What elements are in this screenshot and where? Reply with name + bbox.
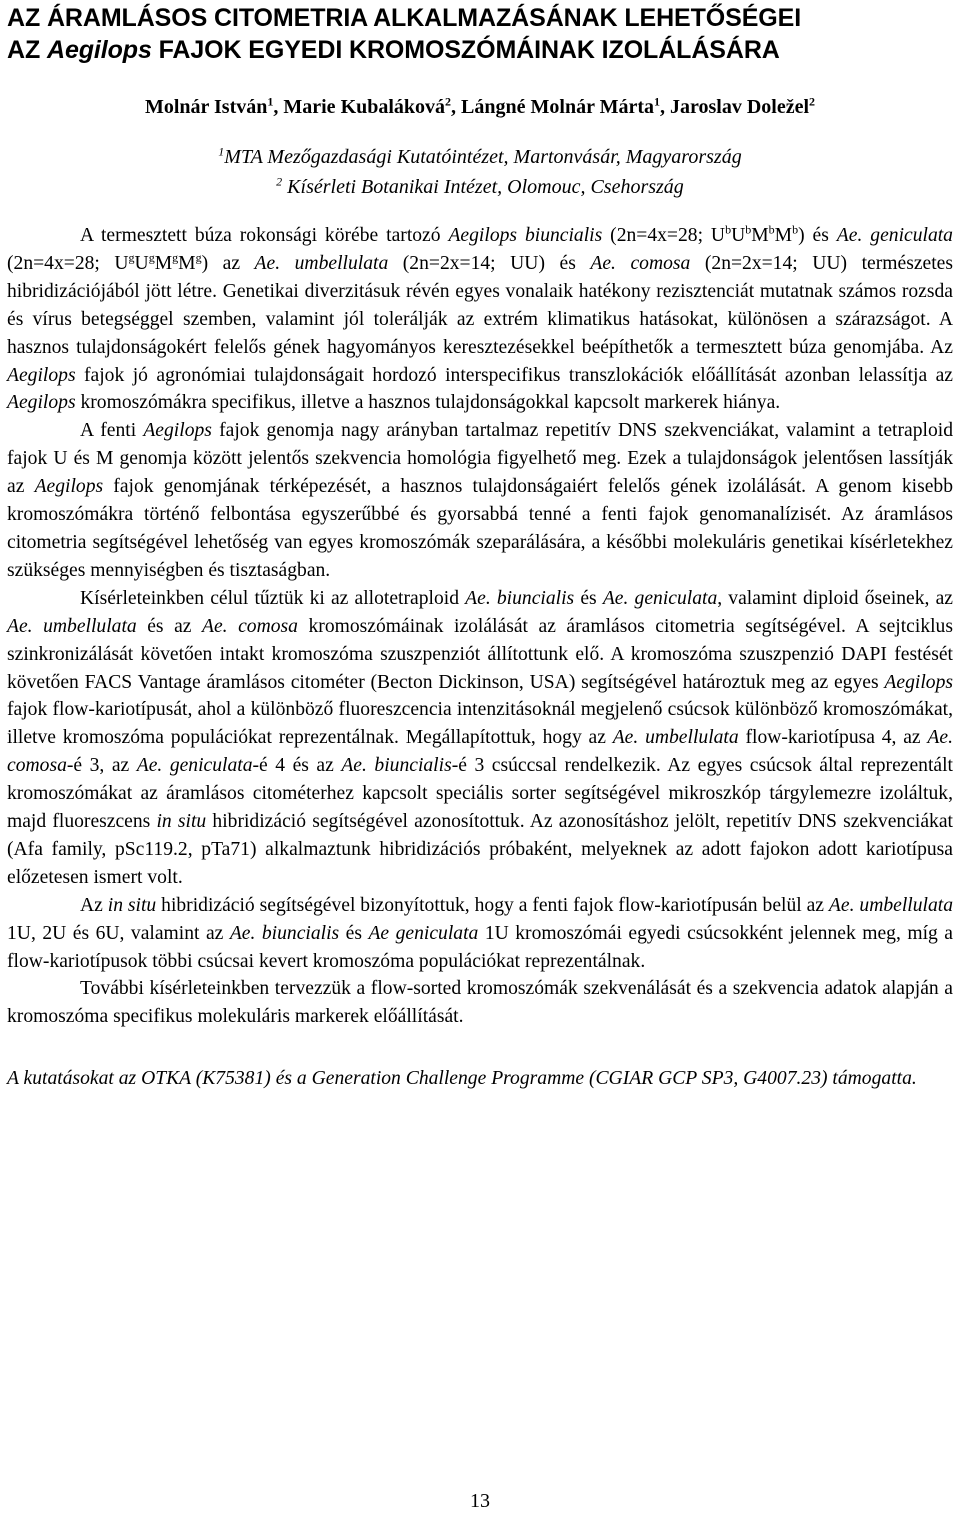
author-3-sup: 1 (654, 94, 660, 109)
title-line-2-post: FAJOK EGYEDI KROMOSZÓMÁINAK IZOLÁLÁSÁRA (151, 36, 780, 64)
text-run: -é 4 és az (252, 755, 342, 777)
paragraph-3 (7, 585, 953, 892)
text-run: és az (136, 615, 203, 637)
text-run: fajok flow-kariotípusát, ahol a különböző fluoreszcencia intenzitásoknál megjelenő csúcsok különböző kromoszómákat, illetve kromoszóma populációkat reprezentálnak. Megállapítottuk, hogy az (7, 699, 953, 749)
italic-run: Ae. biuncialis (465, 587, 575, 609)
author-4-sup: 2 (809, 94, 816, 109)
text-run: hibridizáció segítségével azonosítottuk. Az azonosításhoz jelölt, repetitív DNS szekvenciákat (Afa family, pSc119.2, pTa71) alkalmaztunk hibridizációs próbaként, melyeknek az adott fajokon adott kariotípusa előzetesen ismert volt. (7, 811, 953, 888)
italic-run: Ae. comosa (7, 727, 953, 777)
affiliation-1-text: MTA Mezőgazdasági Kutatóintézet, Martonvásár, Magyarország (224, 146, 742, 168)
italic-run: Aegilops (143, 420, 212, 442)
italic-run: Aegilops (34, 476, 104, 498)
text-run: Az (80, 894, 108, 916)
text-run: és (339, 922, 369, 944)
paragraph-5 (7, 975, 953, 1031)
italic-run: Ae geniculata (368, 922, 479, 944)
italic-run: Aegilops biuncialis (448, 225, 603, 246)
text-run: hibridizáció segítségével bizonyítottuk, hogy a fenti fajok flow-kariotípusán belül az (156, 894, 829, 916)
author-2-sup: 2 (445, 94, 452, 109)
italic-run: Ae. geniculata (836, 225, 953, 246)
paper-page (7, 0, 953, 1093)
text-run: ) és (798, 225, 837, 246)
text-run: (2n=2x=14; UU) természetes hibridizációjából jött létre. Genetikai diverzitásuk révén egyes vonalaik hatékony rezisztenciát mutatnak számos rozsda és vírus betegséggel szemben, valamint jól tolerálják az extrém klimatikus hatásokat, különösen a szárazságot. A hasznos tulajdonságokért felelős gének hagyományos keresztezésekkel beépíthetők a termesztett búza genomjába. Az (7, 252, 953, 358)
page-number: 13 (470, 1490, 490, 1512)
author-4: , Jaroslav Doležel (660, 96, 810, 118)
text-run: U (731, 225, 746, 246)
superscript-run: g (128, 250, 135, 265)
italic-run: Ae. comosa (202, 615, 298, 637)
italic-run: Ae. geniculata (136, 755, 253, 777)
text-run: További kísérleteinkben tervezzük a flow-sorted kromoszómák szekvenálását és a szekvencia adatok alapján a kromoszóma specifikus molekuláris markerek előállítását. (7, 978, 953, 1028)
text-run: fajok genomjának térképezését, a hasznos tulajdonságaiért felelős gének izolálását. A genom kisebb kromoszómákra történő felbontása egyszerűbbé és gyorsabbá tenné a fenti fajok genomanalízisét. Az áramlásos citometria segítségével lehetőség van egyes kromoszómák szeparálására, a későbbi molekuláris genetikai kísérletekhez szükséges mennyiségben és tisztaságban. (7, 476, 953, 581)
title-line-2 (7, 34, 953, 66)
text-run: (2n=4x=28; U (602, 225, 726, 246)
text-run: (2n=2x=14; UU) és (388, 252, 591, 274)
text-run: kromoszómákra specifikus, illetve a hasznos tulajdonságokkal kapcsolt markerek hiánya. (75, 392, 781, 414)
italic-run: Ae. geniculata (602, 587, 718, 609)
superscript-run: b (792, 222, 799, 237)
text-run: -é 3 csúccsal rendelkezik. Az egyes csúcsok által reprezentált kromoszómákat az áramlásos citométerhez kapcsolt speciális sorter segítségével mikroszkóp tárgylemezre izoláltuk, majd fluoreszcens (7, 755, 953, 833)
paragraph-1 (7, 222, 953, 417)
affiliation-1-sup: 1 (218, 144, 225, 159)
italic-run: Ae. umbellulata (612, 727, 739, 749)
text-run: , valamint diploid őseinek, az (717, 587, 954, 609)
text-run: M (154, 252, 173, 274)
italic-run: Ae. umbellulata (7, 615, 137, 637)
text-run: M (178, 252, 196, 274)
author-1-sup: 1 (267, 94, 274, 109)
superscript-run: b (745, 222, 752, 237)
italic-run: Aegilops (7, 392, 76, 414)
paragraph-4 (7, 892, 953, 976)
affiliation-2-text: Kísérleti Botanikai Intézet, Olomouc, Csehország (287, 176, 684, 198)
author-1: Molnár István (144, 96, 268, 118)
text-run: U (134, 252, 149, 274)
text-run: flow-kariotípusa 4, az (738, 727, 928, 749)
italic-run: Aegilops (884, 671, 953, 693)
acknowledgement: A kutatásokat az OTKA (K75381) és a Generation Challenge Programme (CGIAR GCP SP3, G4007.23) támogatta. (7, 1068, 917, 1090)
italic-run: in situ (156, 811, 207, 833)
italic-run: Ae. comosa (590, 252, 691, 274)
abstract-body (7, 222, 953, 1031)
superscript-run: g (148, 250, 155, 265)
author-2: , Marie Kubaláková (273, 96, 446, 118)
text-run: A termesztett búza rokonsági körébe tartozó (80, 225, 449, 246)
italic-run: Ae. biuncialis (341, 755, 452, 777)
text-run: és (574, 587, 603, 609)
text-run: fajok jó agronómiai tulajdonságait hordozó interspecifikus transzlokációk előállítását azonban lelassítja az (75, 364, 953, 386)
title-line-2-italic: Aegilops (46, 36, 152, 64)
title-line-2-pre: AZ (7, 36, 47, 64)
paragraph-2 (7, 417, 953, 584)
author-list (7, 94, 953, 120)
superscript-run: b (725, 222, 732, 237)
text-run: 1U kromoszómái egyedi csúcsokként jelennek meg, míg a flow-kariotípusok többi csúcsai kevert kromoszóma populációkat reprezentálnak. (7, 922, 954, 972)
affiliation-2 (7, 172, 953, 202)
text-run: kromoszómáinak izolálását az áramlásos citometria segítségével. A sejtciklus szinkronizálását követően intakt kromoszóma szuszpenziót állítottunk elő. A kromoszóma szuszpenzió DAPI festését követően FACS Vantage áramlásos citométer (Becton Dickinson, USA) segítségével határoztuk meg az egyes (7, 615, 953, 693)
text-run: M (774, 225, 793, 246)
text-run: ) az (201, 252, 255, 274)
text-run: 1U, 2U és 6U, valamint az (7, 922, 230, 944)
text-run: M (751, 225, 769, 246)
text-run: fajok genomja nagy arányban tartalmaz repetitív DNS szekvenciákat, valamint a tetraploid fajok U és M genomja között jelentős szekvencia homológia figyelhető meg. Ezek a tulajdonságok jelentősen lassítják az (7, 420, 953, 498)
superscript-run: g (195, 250, 202, 265)
italic-run: Ae. umbellulata (828, 894, 954, 916)
italic-run: Aegilops (7, 364, 76, 386)
italic-run: in situ (107, 894, 157, 916)
text-run: (2n=4x=28; U (7, 252, 129, 274)
italic-run: Ae. umbellulata (254, 252, 389, 274)
text-run: -é 3, az (66, 755, 137, 777)
text-run: A fenti (80, 420, 144, 442)
affiliation-2-sup: 2 (276, 174, 283, 189)
paper-title (7, 2, 953, 66)
superscript-run: b (768, 222, 775, 237)
author-3: , Lángné Molnár Márta (451, 96, 654, 118)
title-line-1: AZ ÁRAMLÁSOS CITOMETRIA ALKALMAZÁSÁNAK LEHETŐSÉGEI (7, 4, 802, 32)
italic-run: Ae. biuncialis (229, 922, 340, 944)
text-run: Kísérleteinkben célul tűztük ki az allotetraploid (80, 587, 466, 609)
affiliation-1 (7, 142, 953, 172)
superscript-run: g (172, 250, 179, 265)
